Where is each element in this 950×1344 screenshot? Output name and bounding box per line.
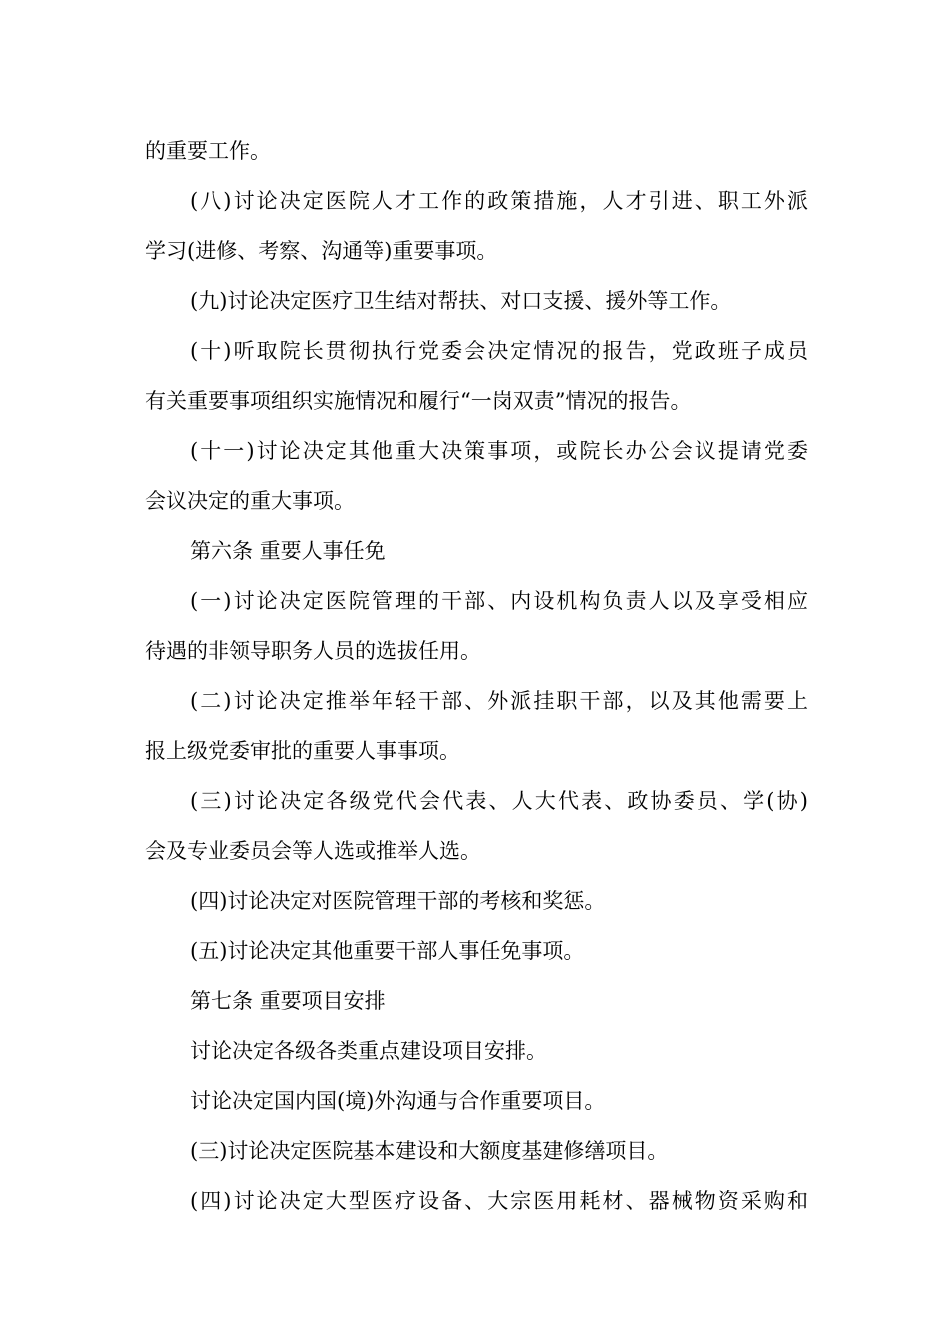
text-line: 会议决定的重大事项。 bbox=[145, 489, 355, 513]
text-line: 的重要工作。 bbox=[145, 139, 271, 163]
text-line: (十一)讨论决定其他重大决策事项，或院长办公会议提请党委 bbox=[190, 439, 808, 463]
text-line: 会及专业委员会等人选或推举人选。 bbox=[145, 839, 481, 863]
text-line: (五)讨论决定其他重要干部人事任免事项。 bbox=[190, 939, 585, 963]
text-line: 讨论决定国内国(境)外沟通与合作重要项目。 bbox=[190, 1089, 606, 1113]
text-line: (二)讨论决定推举年轻干部、外派挂职干部，以及其他需要上 bbox=[190, 689, 808, 713]
text-line: 待遇的非领导职务人员的选拔任用。 bbox=[145, 639, 481, 663]
text-line: (九)讨论决定医疗卫生结对帮扶、对口支援、援外等工作。 bbox=[190, 289, 732, 313]
text-line: (三)讨论决定医院基本建设和大额度基建修缮项目。 bbox=[190, 1139, 669, 1163]
text-line: 有关重要事项组织实施情况和履行“一岗双责”情况的报告。 bbox=[145, 389, 692, 413]
text-line: 学习(进修、考察、沟通等)重要事项。 bbox=[145, 239, 498, 263]
text-line: (四)讨论决定大型医疗设备、大宗医用耗材、器械物资采购和 bbox=[190, 1189, 808, 1213]
text-line: 讨论决定各级各类重点建设项目安排。 bbox=[190, 1039, 547, 1063]
text-line: (四)讨论决定对医院管理干部的考核和奖惩。 bbox=[190, 889, 606, 913]
text-line: (三)讨论决定各级党代会代表、人大代表、政协委员、学(协) bbox=[190, 789, 808, 813]
article-heading: 第六条 重要人事任免 bbox=[190, 539, 386, 563]
text-line: 报上级党委审批的重要人事事项。 bbox=[145, 739, 460, 763]
text-line: (一)讨论决定医院管理的干部、内设机构负责人以及享受相应 bbox=[190, 589, 808, 613]
article-heading: 第七条 重要项目安排 bbox=[190, 989, 386, 1013]
text-line: (十)听取院长贯彻执行党委会决定情况的报告，党政班子成员 bbox=[190, 339, 808, 363]
text-line: (八)讨论决定医院人才工作的政策措施，人才引进、职工外派 bbox=[190, 189, 808, 213]
